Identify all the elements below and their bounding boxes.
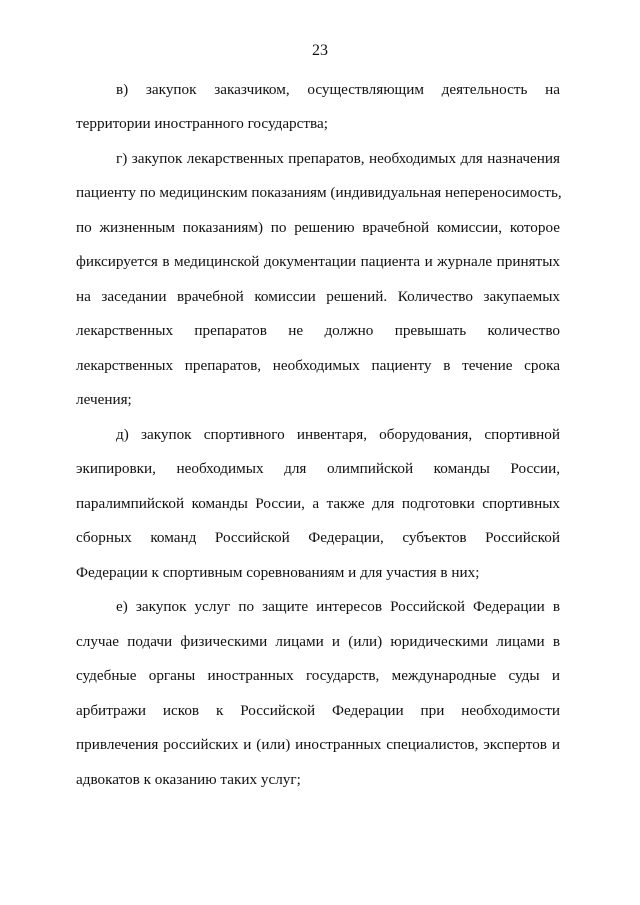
text-line: по жизненным показаниям) по решению врачебной комиссии, которое [76,219,560,236]
text-line: экипировки, необходимых для олимпийской команды России, [76,460,560,477]
text-line: Федерации к спортивным соревнованиям и для участия в них; [76,564,480,581]
text-line: сборных команд Российской Федерации, субъектов Российской [76,529,560,546]
text-line: лекарственных препаратов не должно превышать количество [76,322,560,339]
text-line: на заседании врачебной комиссии решений. Количество закупаемых [76,288,560,305]
text-line: случае подачи физическими лицами и (или) юридическими лицами в [76,633,560,650]
text-line: г) закупок лекарственных препаратов, необходимых для назначения [116,150,560,167]
text-line: судебные органы иностранных государств, международные суды и [76,667,560,684]
text-line: территории иностранного государства; [76,115,328,132]
text-line: лекарственных препаратов, необходимых пациенту в течение срока [76,357,560,374]
text-line: в) закупок заказчиком, осуществляющим деятельность на [116,81,560,98]
text-line: паралимпийской команды России, а также для подготовки спортивных [76,495,560,512]
text-line: фиксируется в медицинской документации пациента и журнале принятых [76,253,560,270]
text-line: арбитражи исков к Российской Федерации при необходимости [76,702,560,719]
text-line: адвокатов к оказанию таких услуг; [76,771,301,788]
text-line: д) закупок спортивного инвентаря, оборудования, спортивной [116,426,560,443]
text-line: е) закупок услуг по защите интересов Российской Федерации в [116,598,560,615]
text-line: пациенту по медицинским показаниям (индивидуальная непереносимость, [76,184,562,201]
text-line: привлечения российских и (или) иностранных специалистов, экспертов и [76,736,560,753]
page-number: 23 [312,42,328,59]
text-line: лечения; [76,391,132,408]
